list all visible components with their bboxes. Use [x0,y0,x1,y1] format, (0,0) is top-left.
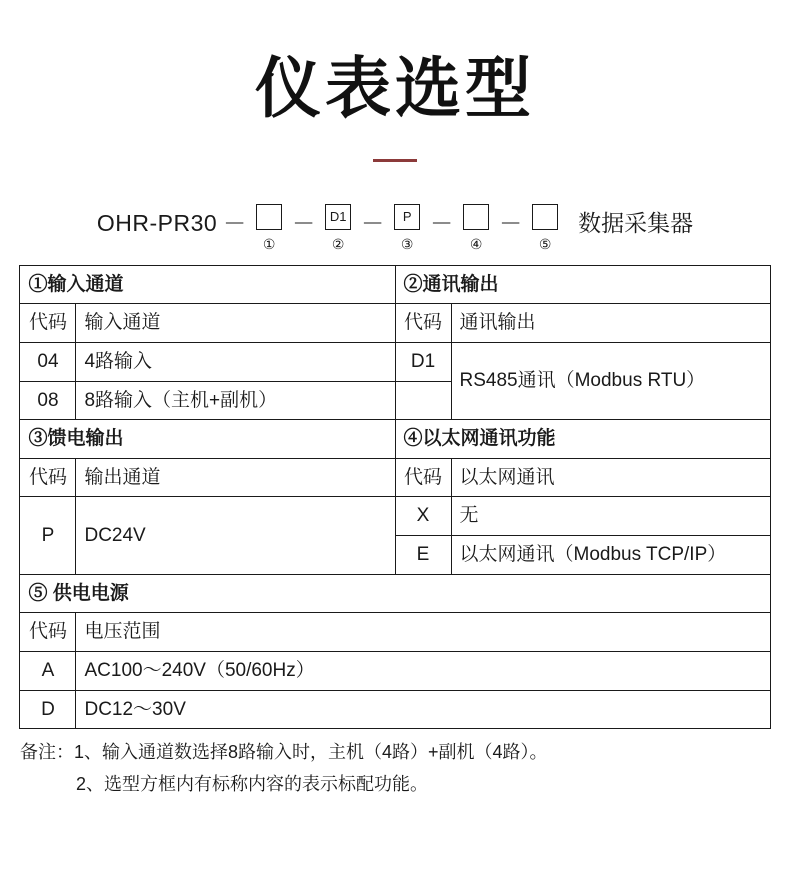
comm-code-empty [395,381,451,420]
col-header-code-2: 代码 [395,304,451,343]
power-code-d: D [20,690,76,729]
comm-code-d1: D1 [395,342,451,381]
model-slot-2-value: D1 [325,204,351,230]
col-header-ethernet: 以太网通讯 [451,458,770,497]
model-dash-2: － [292,209,316,236]
model-suffix: 数据采集器 [578,209,694,236]
notes-block [20,737,770,800]
table-row-section-header-3 [20,574,770,613]
model-slot-3-value: P [394,204,420,230]
title-divider [373,159,417,162]
model-slot-1[interactable] [252,204,286,251]
model-slot-3[interactable] [390,204,424,251]
col-header-code-5: 代码 [20,613,76,652]
col-header-code-3: 代码 [20,458,76,497]
feed-code-p: P [20,497,76,574]
model-slot-2[interactable] [321,204,355,251]
power-code-a: A [20,652,76,691]
table-row-section-headers-2 [20,420,770,459]
model-slot-1-index: ① [262,235,276,252]
power-desc-a: AC100～240V（50/60Hz） [76,652,770,691]
model-slot-4-index: ④ [469,235,483,252]
table-row-column-headers-2 [20,458,770,497]
model-slot-5[interactable] [528,204,562,251]
section-header-input: ①输入通道 [20,265,395,304]
model-dash-3: － [361,209,385,236]
model-slot-2-index: ② [331,235,345,252]
col-header-feed: 输出通道 [76,458,395,497]
feed-desc-p: DC24V [76,497,395,574]
ethernet-code-e: E [395,536,451,575]
section-header-comm: ②通讯输出 [395,265,770,304]
col-header-input: 输入通道 [76,304,395,343]
input-desc-04: 4路输入 [76,342,395,381]
page-title: 仪表选型 [255,51,535,125]
note-line-1: 备注：1、输入通道数选择8路输入时，主机（4路）+副机（4路）。 [20,742,548,763]
table-row [20,342,770,381]
comm-desc-d1: RS485通讯（Modbus RTU） [451,342,770,419]
col-header-code-4: 代码 [395,458,451,497]
model-dash-4: － [430,209,454,236]
col-header-power: 电压范围 [76,613,770,652]
model-slot-3-index: ③ [400,235,414,252]
table-row-column-headers-1 [20,304,770,343]
col-header-comm: 通讯输出 [451,304,770,343]
col-header-code-1: 代码 [20,304,76,343]
ethernet-desc-x: 无 [451,497,770,536]
note-line-2: 2、选型方框内有标称内容的表示标配功能。 [76,773,429,794]
table-row [20,652,770,691]
input-desc-08: 8路输入（主机+副机） [76,381,395,420]
model-slot-4[interactable] [459,204,493,251]
specification-table [19,265,770,730]
ethernet-desc-e: 以太网通讯（Modbus TCP/IP） [451,536,770,575]
model-code-row [0,204,790,251]
model-slot-5-index: ⑤ [538,235,552,252]
model-dash-1: － [223,209,247,236]
section-header-power: ⑤ 供电电源 [20,574,770,613]
model-prefix: OHR-PR30 [96,209,218,236]
section-header-ethernet: ④以太网通讯功能 [395,420,770,459]
table-row-section-headers-1 [20,265,770,304]
input-code-08: 08 [20,381,76,420]
model-slot-1-value [256,204,282,230]
model-slot-4-value [463,204,489,230]
table-row [20,690,770,729]
ethernet-code-x: X [395,497,451,536]
table-row [20,497,770,536]
model-dash-5: － [499,209,523,236]
model-slot-5-value [532,204,558,230]
table-row-column-headers-3 [20,613,770,652]
input-code-04: 04 [20,342,76,381]
section-header-feed: ③馈电输出 [20,420,395,459]
power-desc-d: DC12～30V [76,690,770,729]
